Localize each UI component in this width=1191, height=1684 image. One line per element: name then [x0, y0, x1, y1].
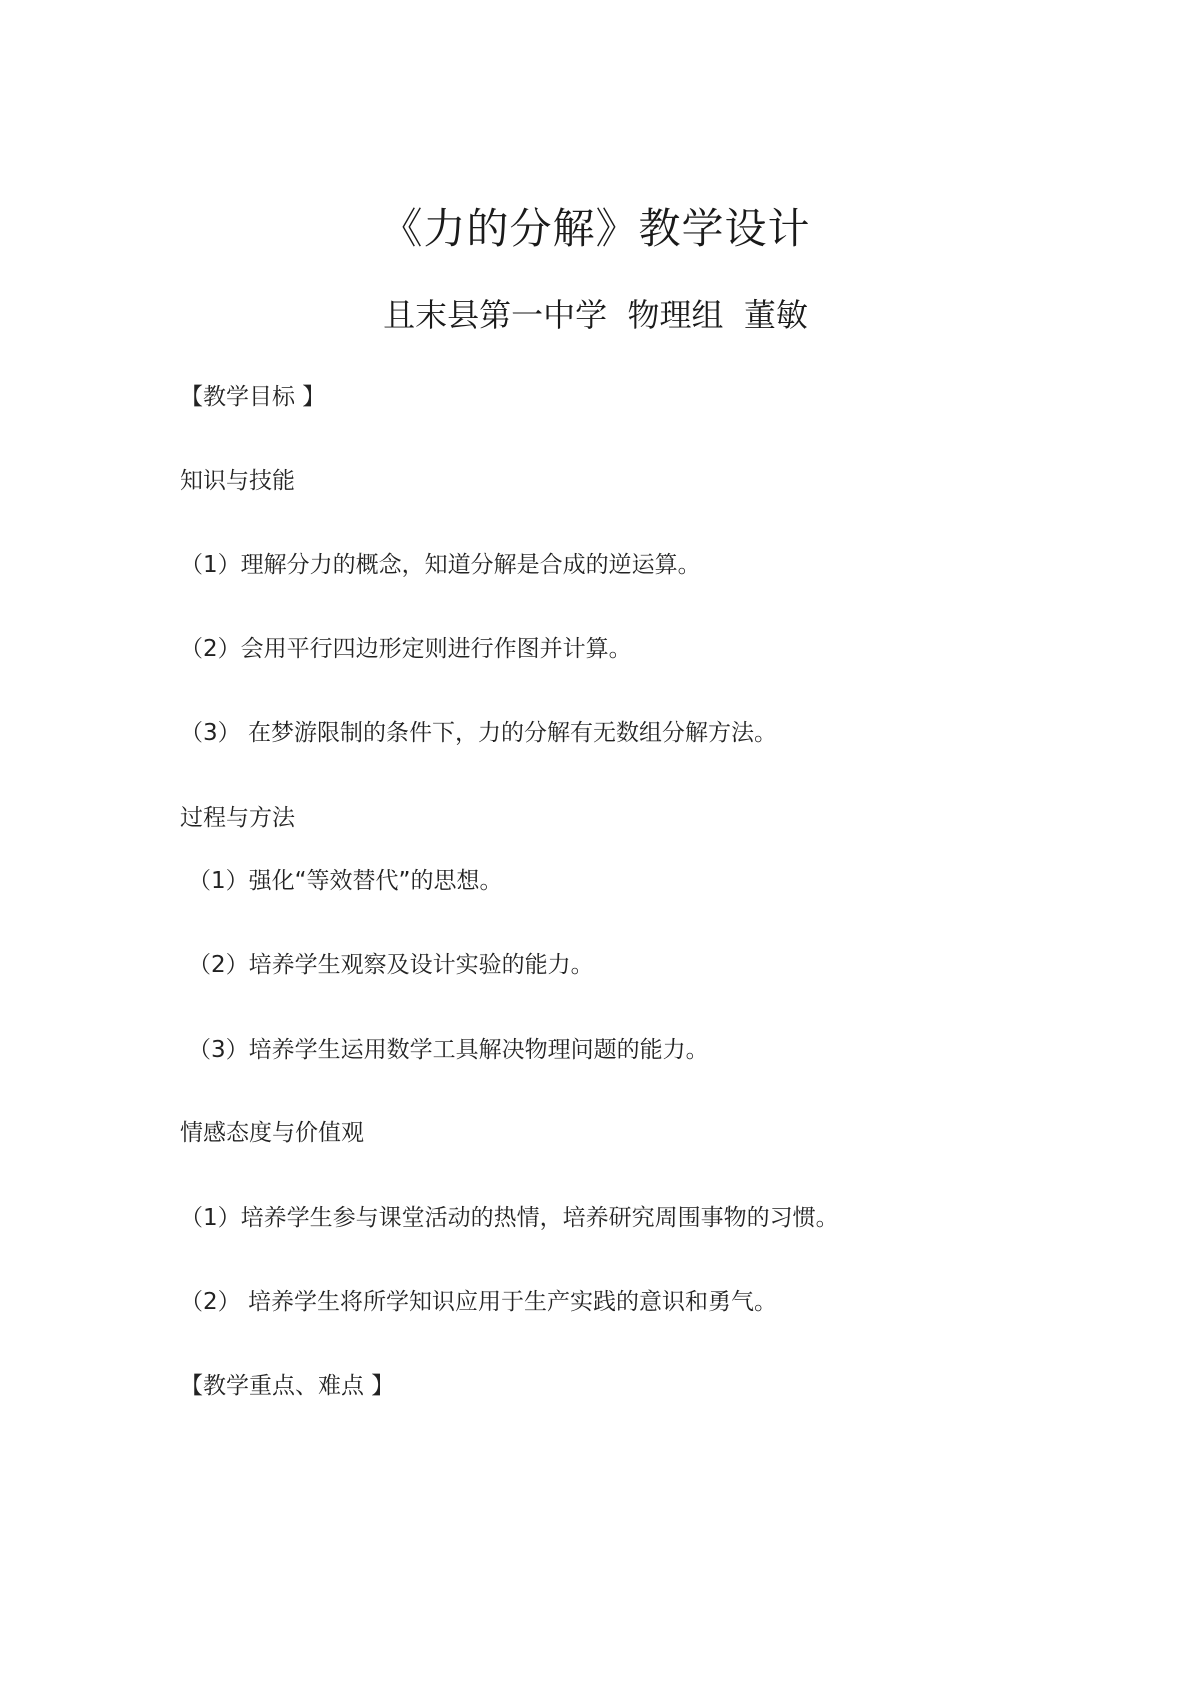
attitude-item-2: （2） 培养学生将所学知识应用于生产实践的意识和勇气。	[180, 1289, 777, 1315]
process-item-2: （2）培养学生观察及设计实验的能力。	[188, 952, 594, 978]
knowledge-item-2: （2）会用平行四边形定则进行作图并计算。	[180, 636, 632, 662]
document-author: 且末县第一中学 物理组 董敏	[383, 296, 808, 334]
objectives-heading: 【教学目标 】	[180, 384, 326, 410]
attitude-item-1: （1）培养学生参与课堂活动的热情，培养研究周围事物的习惯。	[180, 1205, 839, 1231]
knowledge-item-1: （1）理解分力的概念，知道分解是合成的逆运算。	[180, 552, 701, 578]
knowledge-heading: 知识与技能	[180, 468, 295, 494]
process-item-3: （3）培养学生运用数学工具解决物理问题的能力。	[188, 1037, 709, 1063]
process-item-1: （1）强化“等效替代”的思想。	[188, 868, 503, 894]
document-title: 《力的分解》教学设计	[380, 204, 811, 253]
knowledge-item-3: （3） 在梦游限制的条件下，力的分解有无数组分解方法。	[180, 720, 777, 746]
attitude-heading: 情感态度与价值观	[180, 1120, 364, 1146]
key-points-heading: 【教学重点、难点 】	[180, 1373, 395, 1399]
process-heading: 过程与方法	[180, 805, 295, 831]
